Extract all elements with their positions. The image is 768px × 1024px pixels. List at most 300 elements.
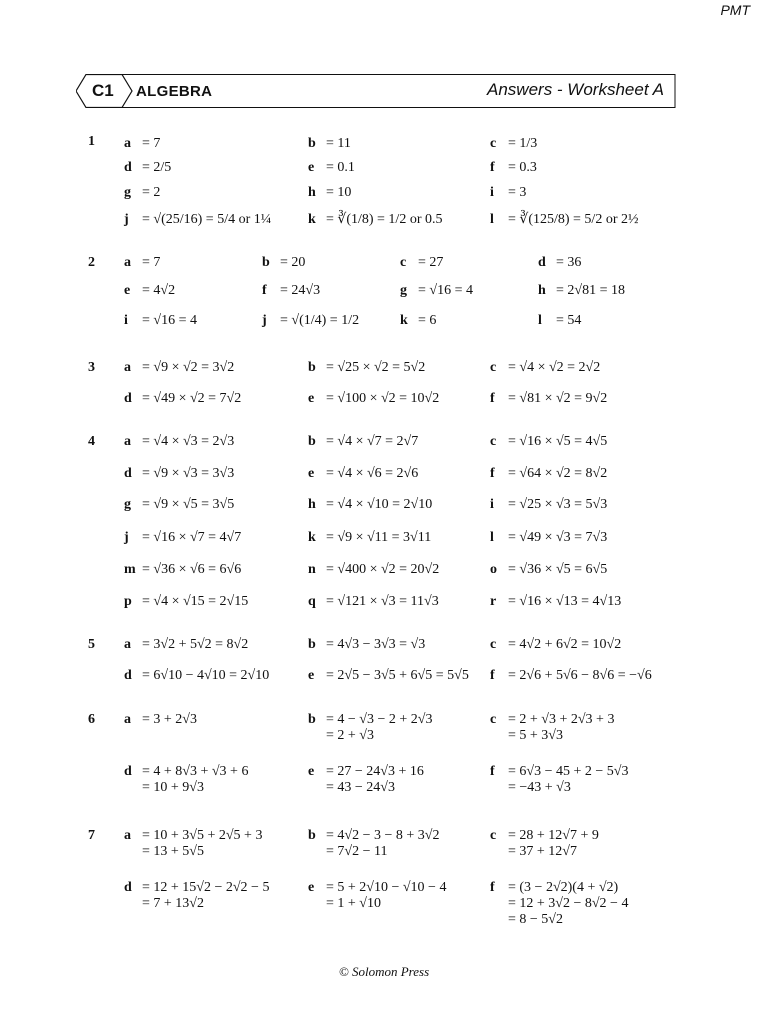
- answer-text: = √36 × √6 = 6√6: [142, 562, 242, 577]
- answer-text: = √(25/16) = 5/4 or 1¼: [142, 212, 272, 227]
- answer-line: [490, 562, 607, 578]
- answer-line: [124, 466, 234, 482]
- answer-item: [308, 764, 424, 796]
- answer-line: [490, 728, 614, 744]
- answer-label: a: [124, 828, 131, 843]
- answer-item: [124, 497, 234, 513]
- answer-text: = ∛(1/8) = 1/2 or 0.5: [326, 212, 443, 227]
- answer-line: [308, 466, 418, 482]
- answer-line: [308, 844, 439, 860]
- answer-text: = 36: [556, 255, 582, 270]
- answer-line: [308, 391, 439, 407]
- answer-line: [124, 880, 269, 896]
- answer-text: = 3: [508, 185, 527, 200]
- answer-text: = 4√2 + 6√2 = 10√2: [508, 637, 622, 652]
- answer-line: [262, 283, 320, 299]
- answer-item: [490, 212, 638, 228]
- answer-line: [308, 896, 446, 912]
- answer-line: [124, 255, 160, 271]
- answer-label: d: [124, 668, 132, 683]
- answer-label: b: [308, 712, 316, 727]
- answer-text: = 11: [326, 136, 351, 151]
- answer-text: = 20: [280, 255, 306, 270]
- answer-line: [308, 562, 439, 578]
- answer-text: = 6: [418, 313, 437, 328]
- question-number: 2: [88, 255, 95, 270]
- answer-text: = √4 × √6 = 2√6: [326, 466, 419, 481]
- answer-label: g: [124, 185, 131, 200]
- answer-line: [124, 185, 160, 201]
- answer-item: [308, 466, 418, 482]
- answer-text: = 7√2 − 11: [326, 844, 388, 859]
- answer-label: f: [490, 764, 495, 779]
- answer-label: p: [124, 594, 132, 609]
- answer-label: h: [308, 497, 316, 512]
- answer-text: = √16 × √13 = 4√13: [508, 594, 622, 609]
- answer-text: = 10: [326, 185, 352, 200]
- answer-text: = 2√81 = 18: [556, 283, 625, 298]
- answer-item: [400, 255, 443, 271]
- answer-label: d: [124, 160, 132, 175]
- answer-item: [490, 434, 607, 450]
- answer-item: [124, 313, 197, 329]
- question-number: 7: [88, 828, 95, 843]
- answer-label: d: [538, 255, 546, 270]
- answer-label: b: [308, 360, 316, 375]
- question-number: 5: [88, 637, 95, 652]
- answer-text: = 0.3: [508, 160, 537, 175]
- answer-item: [308, 562, 439, 578]
- answer-label: a: [124, 637, 131, 652]
- answer-text: = 0.1: [326, 160, 355, 175]
- answer-label: e: [308, 880, 315, 895]
- answer-line: [490, 828, 599, 844]
- answer-line: [308, 160, 355, 176]
- answer-item: [124, 212, 271, 228]
- answer-item: [308, 391, 439, 407]
- answer-item: [124, 562, 241, 578]
- answer-text: = 24√3: [280, 283, 321, 298]
- answer-line: [124, 780, 248, 796]
- answer-text: = 43 − 24√3: [326, 780, 395, 795]
- chapter-code: C1: [92, 81, 114, 100]
- answer-text: = 2√6 + 5√6 − 8√6 = −√6: [508, 668, 652, 683]
- answer-item: [124, 466, 234, 482]
- answer-text: = √49 × √2 = 7√2: [142, 391, 242, 406]
- answer-text: = √100 × √2 = 10√2: [326, 391, 440, 406]
- answer-text: = 2 + √3 + 2√3 + 3: [508, 712, 615, 727]
- answer-text: = (3 − 2√2)(4 + √2): [508, 880, 619, 895]
- answer-item: [490, 185, 526, 201]
- answer-text: = 7: [142, 255, 161, 270]
- answer-text: = 7: [142, 136, 161, 151]
- answer-label: c: [490, 434, 497, 449]
- answer-label: c: [490, 828, 497, 843]
- answer-line: [538, 283, 625, 299]
- question-number: 6: [88, 712, 95, 727]
- answer-line: [124, 212, 271, 228]
- answer-item: [124, 434, 234, 450]
- answer-item: [490, 391, 607, 407]
- answer-line: [308, 530, 431, 546]
- answer-line: [124, 160, 171, 176]
- answer-item: [490, 712, 614, 744]
- answer-label: g: [400, 283, 407, 298]
- answer-line: [124, 828, 262, 844]
- answer-label: b: [308, 136, 316, 151]
- answer-text: = ∛(125/8) = 5/2 or 2½: [508, 212, 639, 227]
- answer-line: [308, 212, 442, 228]
- answer-text: = √16 × √7 = 4√7: [142, 530, 242, 545]
- answer-label: e: [308, 764, 315, 779]
- answer-line: [262, 255, 305, 271]
- answer-label: d: [124, 764, 132, 779]
- answer-label: h: [308, 185, 316, 200]
- answer-line: [490, 466, 607, 482]
- answer-item: [538, 283, 625, 299]
- answer-item: [124, 828, 262, 860]
- answer-label: a: [124, 255, 131, 270]
- answer-line: [308, 360, 425, 376]
- answer-label: i: [490, 185, 494, 200]
- answer-line: [124, 712, 197, 728]
- answer-text: = √16 = 4: [418, 283, 473, 298]
- answer-text: = 3 + 2√3: [142, 712, 197, 727]
- answer-line: [490, 912, 628, 928]
- answer-item: [490, 764, 628, 796]
- answer-label: l: [538, 313, 542, 328]
- answer-text: = √121 × √3 = 11√3: [326, 594, 439, 609]
- answer-label: j: [124, 530, 129, 545]
- answer-line: [400, 313, 436, 329]
- answer-item: [124, 594, 248, 610]
- answer-item: [308, 668, 469, 684]
- corner-tag: PMT: [720, 2, 750, 18]
- answer-line: [124, 896, 269, 912]
- answer-line: [308, 668, 469, 684]
- answer-item: [124, 185, 160, 201]
- answer-text: = 10 + 9√3: [142, 780, 204, 795]
- answer-text: = 2/5: [142, 160, 172, 175]
- worksheet-subtitle: Answers - Worksheet A: [487, 80, 664, 99]
- answer-item: [490, 880, 628, 928]
- answer-label: h: [538, 283, 546, 298]
- answer-text: = 6√3 − 45 + 2 − 5√3: [508, 764, 629, 779]
- answer-label: d: [124, 880, 132, 895]
- answer-label: l: [490, 530, 494, 545]
- answer-item: [308, 497, 432, 513]
- answer-text: = √4 × √15 = 2√15: [142, 594, 249, 609]
- answer-text: = 8 − 5√2: [508, 912, 563, 927]
- answer-text: = 2√5 − 3√5 + 6√5 = 5√5: [326, 668, 469, 683]
- answer-item: [490, 360, 600, 376]
- answer-line: [124, 434, 234, 450]
- answer-item: [490, 466, 607, 482]
- answer-label: k: [308, 530, 316, 545]
- answer-text: = 2 + √3: [326, 728, 374, 743]
- answer-label: i: [124, 313, 128, 328]
- answer-label: a: [124, 712, 131, 727]
- answer-item: [308, 828, 439, 860]
- answer-text: = √64 × √2 = 8√2: [508, 466, 608, 481]
- answer-text: = √81 × √2 = 9√2: [508, 391, 608, 406]
- answer-label: b: [308, 828, 316, 843]
- answer-item: [308, 160, 355, 176]
- answer-text: = √4 × √10 = 2√10: [326, 497, 433, 512]
- answer-line: [308, 136, 351, 152]
- answer-line: [308, 185, 351, 201]
- answer-item: [490, 136, 537, 152]
- answer-text: = √9 × √3 = 3√3: [142, 466, 235, 481]
- answer-item: [308, 136, 351, 152]
- answer-text: = 4 + 8√3 + √3 + 6: [142, 764, 249, 779]
- answer-line: [124, 594, 248, 610]
- answer-line: [490, 185, 526, 201]
- answer-label: i: [490, 497, 494, 512]
- answer-text: = 27 − 24√3 + 16: [326, 764, 424, 779]
- answer-line: [490, 497, 607, 513]
- answer-line: [490, 880, 628, 896]
- answer-line: [308, 497, 432, 513]
- answer-item: [308, 530, 431, 546]
- question-number: 4: [88, 434, 95, 449]
- answer-line: [490, 434, 607, 450]
- answer-item: [400, 283, 473, 299]
- answer-label: e: [124, 283, 131, 298]
- answer-text: = 4√3 − 3√3 = √3: [326, 637, 426, 652]
- answer-line: [308, 637, 425, 653]
- answer-item: [308, 185, 351, 201]
- answer-text: = 28 + 12√7 + 9: [508, 828, 599, 843]
- answer-line: [308, 764, 424, 780]
- answer-text: = √(1/4) = 1/2: [280, 313, 360, 328]
- answer-text: = √9 × √2 = 3√2: [142, 360, 235, 375]
- answer-item: [124, 530, 241, 546]
- answer-item: [490, 530, 607, 546]
- answer-item: [490, 828, 599, 860]
- answer-line: [490, 594, 621, 610]
- answer-line: [490, 764, 628, 780]
- answer-item: [490, 637, 621, 653]
- answer-line: [490, 530, 607, 546]
- answer-text: = 6√10 − 4√10 = 2√10: [142, 668, 270, 683]
- answer-line: [490, 637, 621, 653]
- answer-label: l: [490, 212, 494, 227]
- answer-label: f: [490, 160, 495, 175]
- answer-item: [124, 360, 234, 376]
- answer-label: k: [400, 313, 408, 328]
- answer-label: c: [490, 637, 497, 652]
- answer-label: o: [490, 562, 497, 577]
- answer-item: [262, 283, 320, 299]
- answer-text: = 27: [418, 255, 444, 270]
- answer-label: f: [490, 391, 495, 406]
- answer-item: [308, 637, 425, 653]
- answer-item: [124, 637, 248, 653]
- answer-text: = 7 + 13√2: [142, 896, 204, 911]
- answer-line: [124, 668, 269, 684]
- answer-line: [490, 712, 614, 728]
- answer-line: [262, 313, 359, 329]
- answer-line: [308, 880, 446, 896]
- answer-text: = 1 + √10: [326, 896, 381, 911]
- answer-line: [308, 712, 432, 728]
- chapter-title: ALGEBRA: [136, 83, 213, 100]
- answer-item: [538, 313, 581, 329]
- answer-label: f: [490, 880, 495, 895]
- answer-text: = 13 + 5√5: [142, 844, 204, 859]
- answer-label: d: [124, 466, 132, 481]
- answer-item: [308, 360, 425, 376]
- answer-line: [124, 764, 248, 780]
- answer-line: [490, 360, 600, 376]
- answer-item: [124, 283, 175, 299]
- answer-text: = 5 + 3√3: [508, 728, 563, 743]
- answer-label: j: [262, 313, 267, 328]
- answer-text: = √9 × √11 = 3√11: [326, 530, 432, 545]
- answer-label: n: [308, 562, 316, 577]
- answer-line: [490, 896, 628, 912]
- answer-line: [308, 728, 432, 744]
- answer-label: e: [308, 668, 315, 683]
- answer-label: k: [308, 212, 316, 227]
- answer-item: [400, 313, 436, 329]
- answer-item: [308, 880, 446, 912]
- answer-item: [308, 712, 432, 744]
- answer-line: [490, 668, 652, 684]
- answer-line: [308, 828, 439, 844]
- answer-text: = √4 × √2 = 2√2: [508, 360, 601, 375]
- answer-label: c: [490, 136, 497, 151]
- answer-line: [124, 136, 160, 152]
- answer-text: = 5 + 2√10 − √10 − 4: [326, 880, 447, 895]
- answer-label: e: [308, 466, 315, 481]
- answer-label: e: [308, 160, 315, 175]
- answer-item: [124, 255, 160, 271]
- answer-text: = √49 × √3 = 7√3: [508, 530, 608, 545]
- answer-item: [262, 255, 305, 271]
- answer-line: [124, 313, 197, 329]
- answer-text: = 3√2 + 5√2 = 8√2: [142, 637, 249, 652]
- answer-item: [124, 160, 171, 176]
- answer-line: [490, 136, 537, 152]
- answer-line: [124, 497, 234, 513]
- answer-line: [308, 780, 424, 796]
- answer-text: = 54: [556, 313, 582, 328]
- answer-line: [124, 562, 241, 578]
- question-number: 3: [88, 360, 95, 375]
- answer-text: = √36 × √5 = 6√5: [508, 562, 608, 577]
- answer-label: a: [124, 360, 131, 375]
- answer-label: j: [124, 212, 129, 227]
- answer-line: [538, 255, 581, 271]
- answer-line: [124, 844, 262, 860]
- answer-line: [490, 391, 607, 407]
- answer-label: r: [490, 594, 497, 609]
- question-number: 1: [88, 134, 95, 149]
- answer-label: b: [262, 255, 270, 270]
- answer-label: f: [490, 668, 495, 683]
- answer-item: [124, 880, 269, 912]
- answer-item: [262, 313, 359, 329]
- answer-line: [400, 283, 473, 299]
- answer-line: [400, 255, 443, 271]
- answer-line: [124, 637, 248, 653]
- answer-line: [124, 360, 234, 376]
- footer-copyright: © Solomon Press: [338, 964, 430, 979]
- answer-label: g: [124, 497, 131, 512]
- answer-text: = √25 × √3 = 5√3: [508, 497, 608, 512]
- answer-line: [490, 160, 537, 176]
- answer-label: f: [262, 283, 267, 298]
- answer-text: = 1/3: [508, 136, 538, 151]
- answer-label: c: [490, 360, 497, 375]
- answer-item: [124, 136, 160, 152]
- answer-item: [124, 712, 197, 728]
- answer-text: = 12 + 3√2 − 8√2 − 4: [508, 896, 629, 911]
- answer-label: b: [308, 637, 316, 652]
- answer-item: [308, 434, 418, 450]
- answer-item: [490, 594, 621, 610]
- answer-line: [308, 594, 439, 610]
- answer-text: = 4√2 − 3 − 8 + 3√2: [326, 828, 440, 843]
- answer-line: [124, 391, 241, 407]
- answer-text: = √400 × √2 = 20√2: [326, 562, 440, 577]
- answer-label: c: [490, 712, 497, 727]
- answer-label: q: [308, 594, 316, 609]
- answer-label: b: [308, 434, 316, 449]
- answer-text: = 4√2: [142, 283, 176, 298]
- answer-label: e: [308, 391, 315, 406]
- answer-text: = 12 + 15√2 − 2√2 − 5: [142, 880, 270, 895]
- answer-text: = √16 = 4: [142, 313, 197, 328]
- answer-line: [124, 283, 175, 299]
- answer-item: [124, 391, 241, 407]
- answer-text: = √16 × √5 = 4√5: [508, 434, 608, 449]
- answer-line: [308, 434, 418, 450]
- answer-text: = √4 × √3 = 2√3: [142, 434, 235, 449]
- worksheet-header: [76, 74, 676, 108]
- answer-item: [538, 255, 581, 271]
- answer-text: = √9 × √5 = 3√5: [142, 497, 235, 512]
- answer-item: [308, 212, 442, 228]
- answer-text: = √4 × √7 = 2√7: [326, 434, 419, 449]
- answer-line: [490, 212, 638, 228]
- answer-text: = 10 + 3√5 + 2√5 + 3: [142, 828, 263, 843]
- answer-label: f: [490, 466, 495, 481]
- answer-text: = 37 + 12√7: [508, 844, 577, 859]
- answer-item: [124, 668, 269, 684]
- answer-item: [490, 668, 652, 684]
- answer-line: [124, 530, 241, 546]
- answer-item: [490, 160, 537, 176]
- answer-line: [490, 844, 599, 860]
- answer-label: c: [400, 255, 407, 270]
- answer-item: [490, 497, 607, 513]
- answer-label: m: [124, 562, 136, 577]
- answer-text: = 4 − √3 − 2 + 2√3: [326, 712, 433, 727]
- answer-line: [538, 313, 581, 329]
- answer-text: = 2: [142, 185, 161, 200]
- answer-item: [490, 562, 607, 578]
- answer-text: = −43 + √3: [508, 780, 571, 795]
- answer-label: a: [124, 136, 131, 151]
- answer-line: [490, 780, 628, 796]
- answer-label: a: [124, 434, 131, 449]
- answer-text: = √25 × √2 = 5√2: [326, 360, 426, 375]
- answer-item: [124, 764, 248, 796]
- answer-item: [308, 594, 439, 610]
